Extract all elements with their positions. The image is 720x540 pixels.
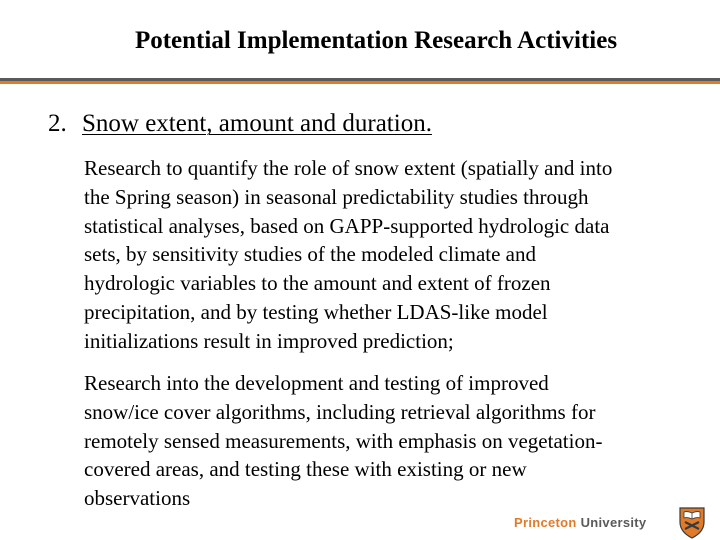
paragraph-line: observations	[84, 486, 191, 511]
title-divider-orange-bar	[0, 81, 720, 84]
paragraph-line: covered areas, and testing these with existing or new	[84, 457, 527, 482]
paragraph-line: the Spring season) in seasonal predictability studies through	[84, 184, 589, 209]
section-heading	[48, 107, 432, 141]
paragraph-snow-extent-research	[84, 154, 704, 356]
paragraph-line: Research into the development and testing of improved	[84, 371, 549, 395]
title-divider	[0, 78, 720, 85]
footer-brand	[514, 514, 646, 532]
section-number: 2.	[48, 110, 67, 137]
paragraph-line: snow/ice cover algorithms, including retrieval algorithms for	[84, 399, 596, 424]
paragraph-line: sets, by sensitivity studies of the modeled climate and	[84, 242, 537, 267]
brand-princeton: Princeton	[514, 515, 577, 530]
brand-university: University	[580, 515, 647, 530]
paragraph-algorithm-research	[84, 369, 704, 513]
section-heading-text: Snow extent, amount and duration.	[82, 110, 432, 137]
paragraph-line: statistical analyses, based on GAPP-supported hydrologic data	[84, 213, 610, 238]
paragraph-line: precipitation, and by testing whether LDAS-like model	[84, 299, 548, 324]
paragraph-line: initializations result in improved prediction;	[84, 328, 454, 353]
paragraph-line: remotely sensed measurements, with emphasis on vegetation-	[84, 428, 603, 453]
princeton-shield-icon	[679, 507, 705, 539]
paragraph-line: Research to quantify the role of snow extent (spatially and into	[84, 156, 613, 180]
paragraph-line: hydrologic variables to the amount and extent of frozen	[84, 271, 551, 296]
slide-title: Potential Implementation Research Activities	[134, 27, 618, 54]
